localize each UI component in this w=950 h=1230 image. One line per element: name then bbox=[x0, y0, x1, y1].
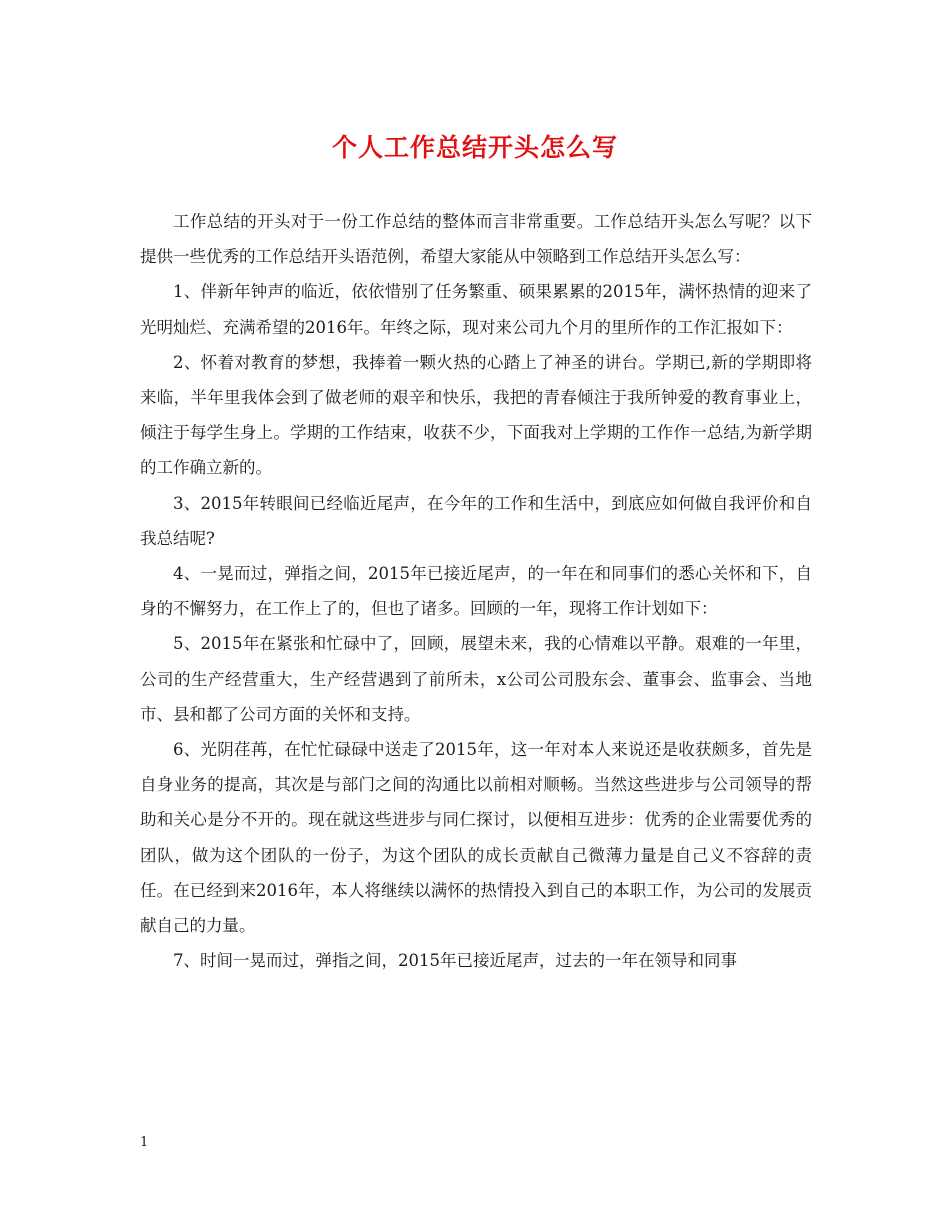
paragraph-1: 1、伴新年钟声的临近，依依惜别了任务繁重、硕果累累的2015年，满怀热情的迎来了光明灿烂、充满希望的2016年。年终之际，现对来公司九个月的里所作的工作汇报如下： bbox=[140, 282, 812, 337]
paragraph-5: 5、2015年在紧张和忙碌中了，回顾，展望未来，我的心情难以平静。艰难的一年里，公司的生产经营重大，生产经营遇到了前所未，x公司公司股东会、董事会、监事会、当地市、县和都了公司方面的关怀和支持。 bbox=[140, 634, 812, 724]
paragraph-7: 7、时间一晃而过，弹指之间，2015年已接近尾声，过去的一年在领导和同事 bbox=[173, 951, 737, 971]
paragraph-3: 3、2015年转眼间已经临近尾声，在今年的工作和生活中，到底应如何做自我评价和自我总结呢? bbox=[140, 493, 812, 548]
page-number: 1 bbox=[140, 1135, 149, 1150]
paragraph-2: 2、怀着对教育的梦想，我捧着一颗火热的心踏上了神圣的讲台。学期已,新的学期即将来临，半年里我体会到了做老师的艰辛和快乐，我把的青春倾注于我所钟爱的教育事业上，倾注于每学生身上。学期的工作结束，收获不少，下面我对上学期的工作作一总结,为新学期的工作确立新的。 bbox=[140, 352, 812, 478]
paragraph-intro: 工作总结的开头对于一份工作总结的整体而言非常重要。工作总结开头怎么写呢？以下提供一些优秀的工作总结开头语范例，希望大家能从中领略到工作总结开头怎么写： bbox=[140, 212, 812, 267]
paragraph-4: 4、一晃而过，弹指之间，2015年已接近尾声，的一年在和同事们的悉心关怀和下，自身的不懈努力，在工作上了的，但也了诸多。回顾的一年，现将工作计划如下： bbox=[140, 564, 812, 619]
document-title: 个人工作总结开头怎么写 bbox=[331, 133, 618, 162]
paragraph-6: 6、光阴荏苒，在忙忙碌碌中送走了2015年，这一年对本人来说还是收获颇多，首先是自身业务的提高，其次是与部门之间的沟通比以前相对顺畅。当然这些进步与公司领导的帮助和关心是分不开的。现在就这些进步与同仁探讨，以便相互进步：优秀的企业需要优秀的团队，做为这个团队的一份子，为这个团队的成长贡献自己微薄力量是自己义不容辞的责任。在已经到来2016年，本人将继续以满怀的热情投入到自己的本职工作，为公司的发展贡献自己的力量。 bbox=[140, 740, 812, 936]
document-body bbox=[140, 204, 812, 978]
